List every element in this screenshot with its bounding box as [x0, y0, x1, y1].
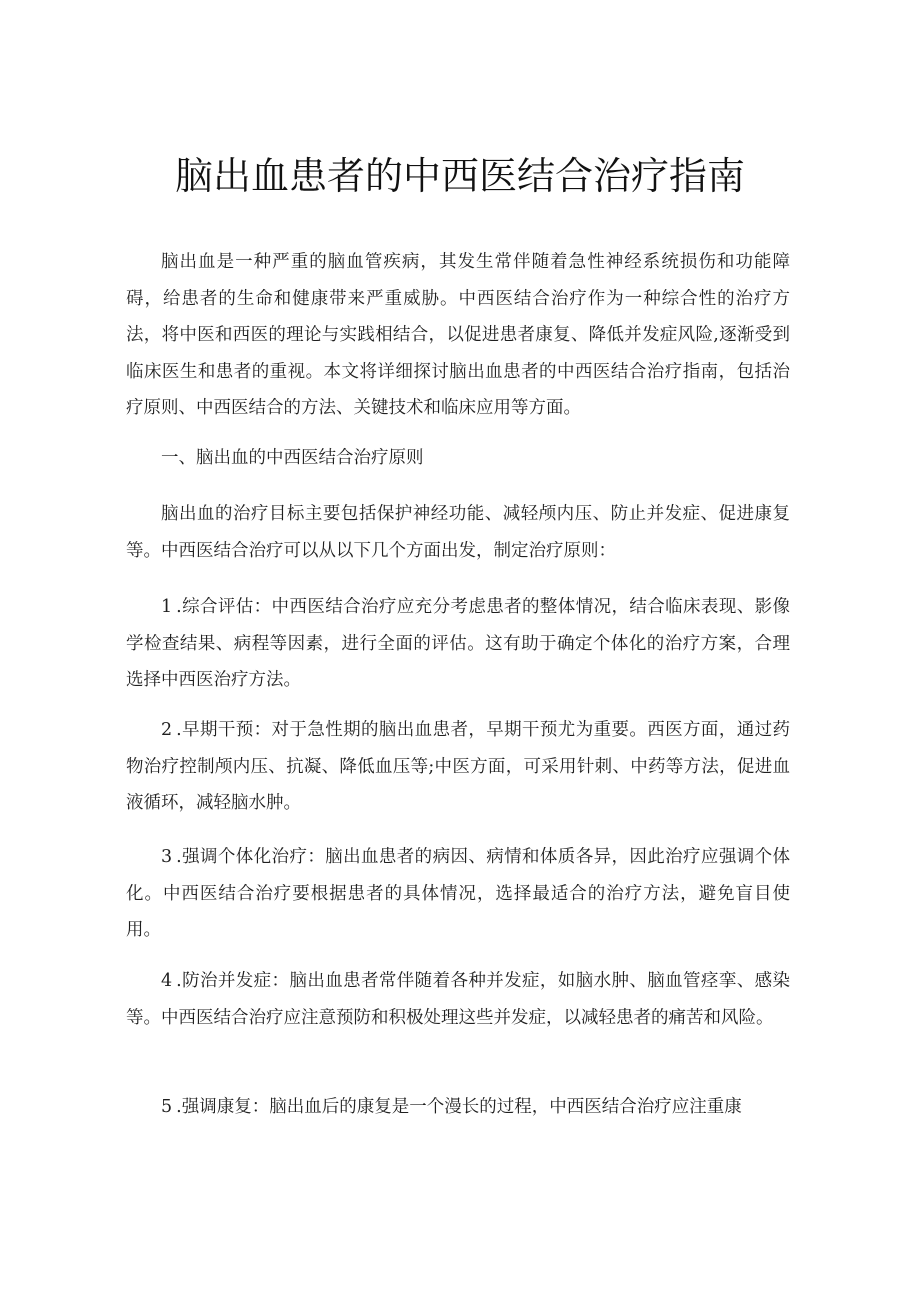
section-intro-paragraph: 脑出血的治疗目标主要包括保护神经功能、减轻颅内压、防止并发症、促进康复等。中西医结合治疗可以从以下几个方面出发，制定治疗原则： [126, 504, 790, 561]
list-item-number: 5 [161, 1097, 173, 1117]
list-item-4 [126, 963, 790, 1036]
list-item-number: 4 [161, 971, 173, 991]
list-item-2 [126, 712, 790, 822]
intro-paragraph: 脑出血是一种严重的脑血管疾病，其发生常伴随着急性神经系统损伤和功能障碍，给患者的生命和健康带来严重威胁。中西医结合治疗作为一种综合性的治疗方法，将中医和西医的理论与实践相结合，以促进患者康复、降低并发症风险,逐渐受到临床医生和患者的重视。本文将详细探讨脑出血患者的中西医结合治疗指南，包括治疗原则、中西医结合的方法、关键技术和临床应用等方面。 [126, 252, 790, 418]
list-item-text: .早期干预：对于急性期的脑出血患者，早期干预尤为重要。西医方面，通过药物治疗控制颅内压、抗凝、降低血压等;中医方面，可采用针刺、中药等方法，促进血液循环，减轻脑水肿。 [126, 720, 790, 813]
section-heading: 一、脑出血的中西医结合治疗原则 [161, 448, 424, 468]
list-item-1 [126, 589, 790, 699]
list-item-text: .强调个体化治疗：脑出血患者的病因、病情和体质各异，因此治疗应强调个体化。中西医结合治疗要根据患者的具体情况，选择最适合的治疗方法，避免盲目使用。 [126, 847, 790, 940]
list-item-text: .防治并发症：脑出血患者常伴随着各种并发症，如脑水肿、脑血管痉挛、感染等。中西医结合治疗应注意预防和积极处理这些并发症，以减轻患者的痛苦和风险。 [126, 971, 790, 1028]
list-item-number: 2 [161, 720, 173, 740]
list-item-number: 1 [161, 597, 173, 617]
list-item-5 [126, 1089, 790, 1126]
list-item-number: 3 [161, 847, 173, 867]
list-item-text: .强调康复：脑出血后的康复是一个漫长的过程，中西医结合治疗应注重康 [176, 1097, 742, 1117]
list-item-text: .综合评估：中西医结合治疗应充分考虑患者的整体情况，结合临床表现、影像学检查结果、病程等因素，进行全面的评估。这有助于确定个体化的治疗方案，合理选择中西医治疗方法。 [126, 597, 790, 690]
list-item-3 [126, 839, 790, 949]
document-title: 脑出血患者的中西医结合治疗指南 [174, 154, 745, 198]
